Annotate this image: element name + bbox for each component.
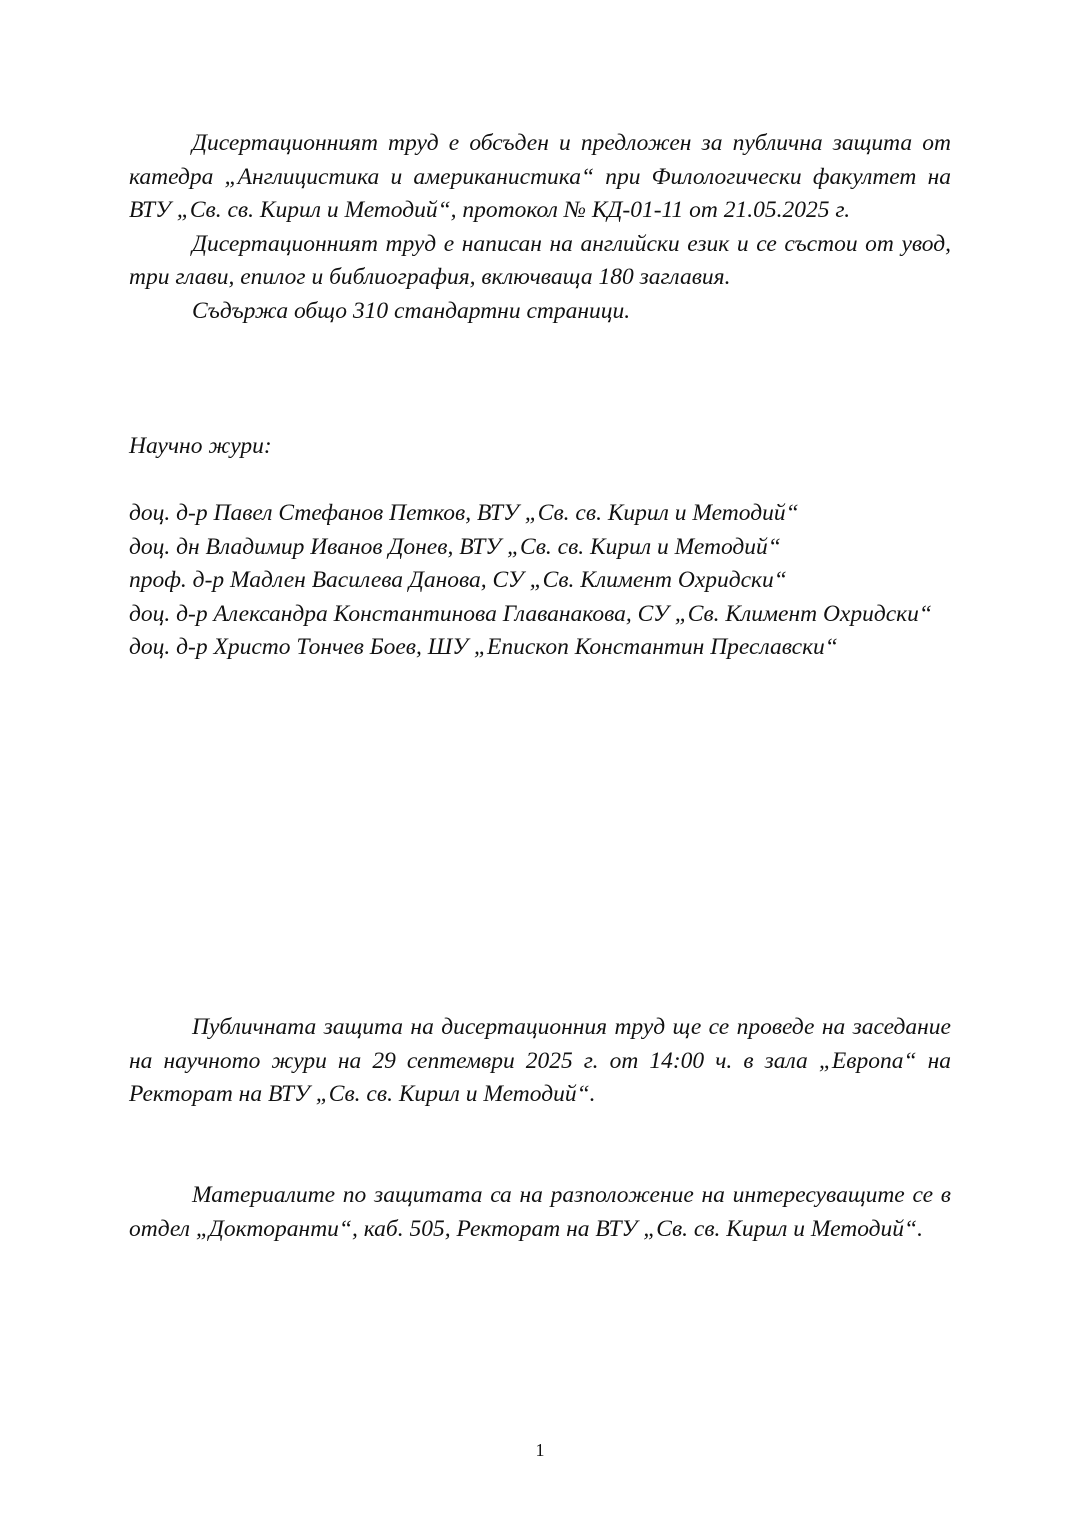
jury-title: Научно жури:: [129, 433, 272, 459]
defense-section: [129, 1011, 951, 1112]
jury-member: проф. д-р Мадлен Василева Данова, СУ „Св. Климент Охридски“: [129, 567, 787, 593]
intro-section: [129, 127, 951, 328]
intro-paragraph-structure: Дисертационният труд е написан на английски език и се състои от увод, три глави, епилог и библиография, включваща 180 заглавия.: [129, 230, 951, 290]
jury-member: доц. д-р Христо Тончев Боев, ШУ „Епископ Константин Преславски“: [129, 634, 838, 660]
materials-paragraph: Материалите по защитата са на разположение на интересуващите се в отдел „Докторанти“, каб. 505, Ректорат на ВТУ „Св. св. Кирил и Методий“.: [129, 1182, 951, 1242]
page-number: 1: [535, 1440, 545, 1460]
jury-member: доц. дн Владимир Иванов Донев, ВТУ „Св. св. Кирил и Методий“: [129, 533, 781, 560]
jury-member: доц. д-р Павел Стефанов Петков, ВТУ „Св. св. Кирил и Методий“: [129, 500, 799, 526]
intro-paragraph-pages: Съдържа общо 310 стандартни страници.: [192, 297, 631, 324]
jury-section: [129, 430, 951, 464]
jury-member: доц. д-р Александра Константинова Главанакова, СУ „Св. Климент Охридски“: [129, 600, 932, 627]
materials-section: [129, 1179, 951, 1246]
defense-paragraph: Публичната защита на дисертационния труд ще се проведе на заседание на научното жури на 29 септември 2025 г. от 14:00 ч. в зала „Европа“ на Ректорат на ВТУ „Св. св. Кирил и Методий“.: [129, 1014, 951, 1107]
jury-list: [129, 497, 951, 665]
jury-members: [129, 497, 951, 665]
intro-paragraph-discussion: Дисертационният труд е обсъден и предложен за публична защита от катедра „Англицистика и американистика“ при Филологически факултет на ВТУ „Св. св. Кирил и Методий“, протокол № КД-01-11 от 21.05.2025 г.: [129, 130, 951, 223]
